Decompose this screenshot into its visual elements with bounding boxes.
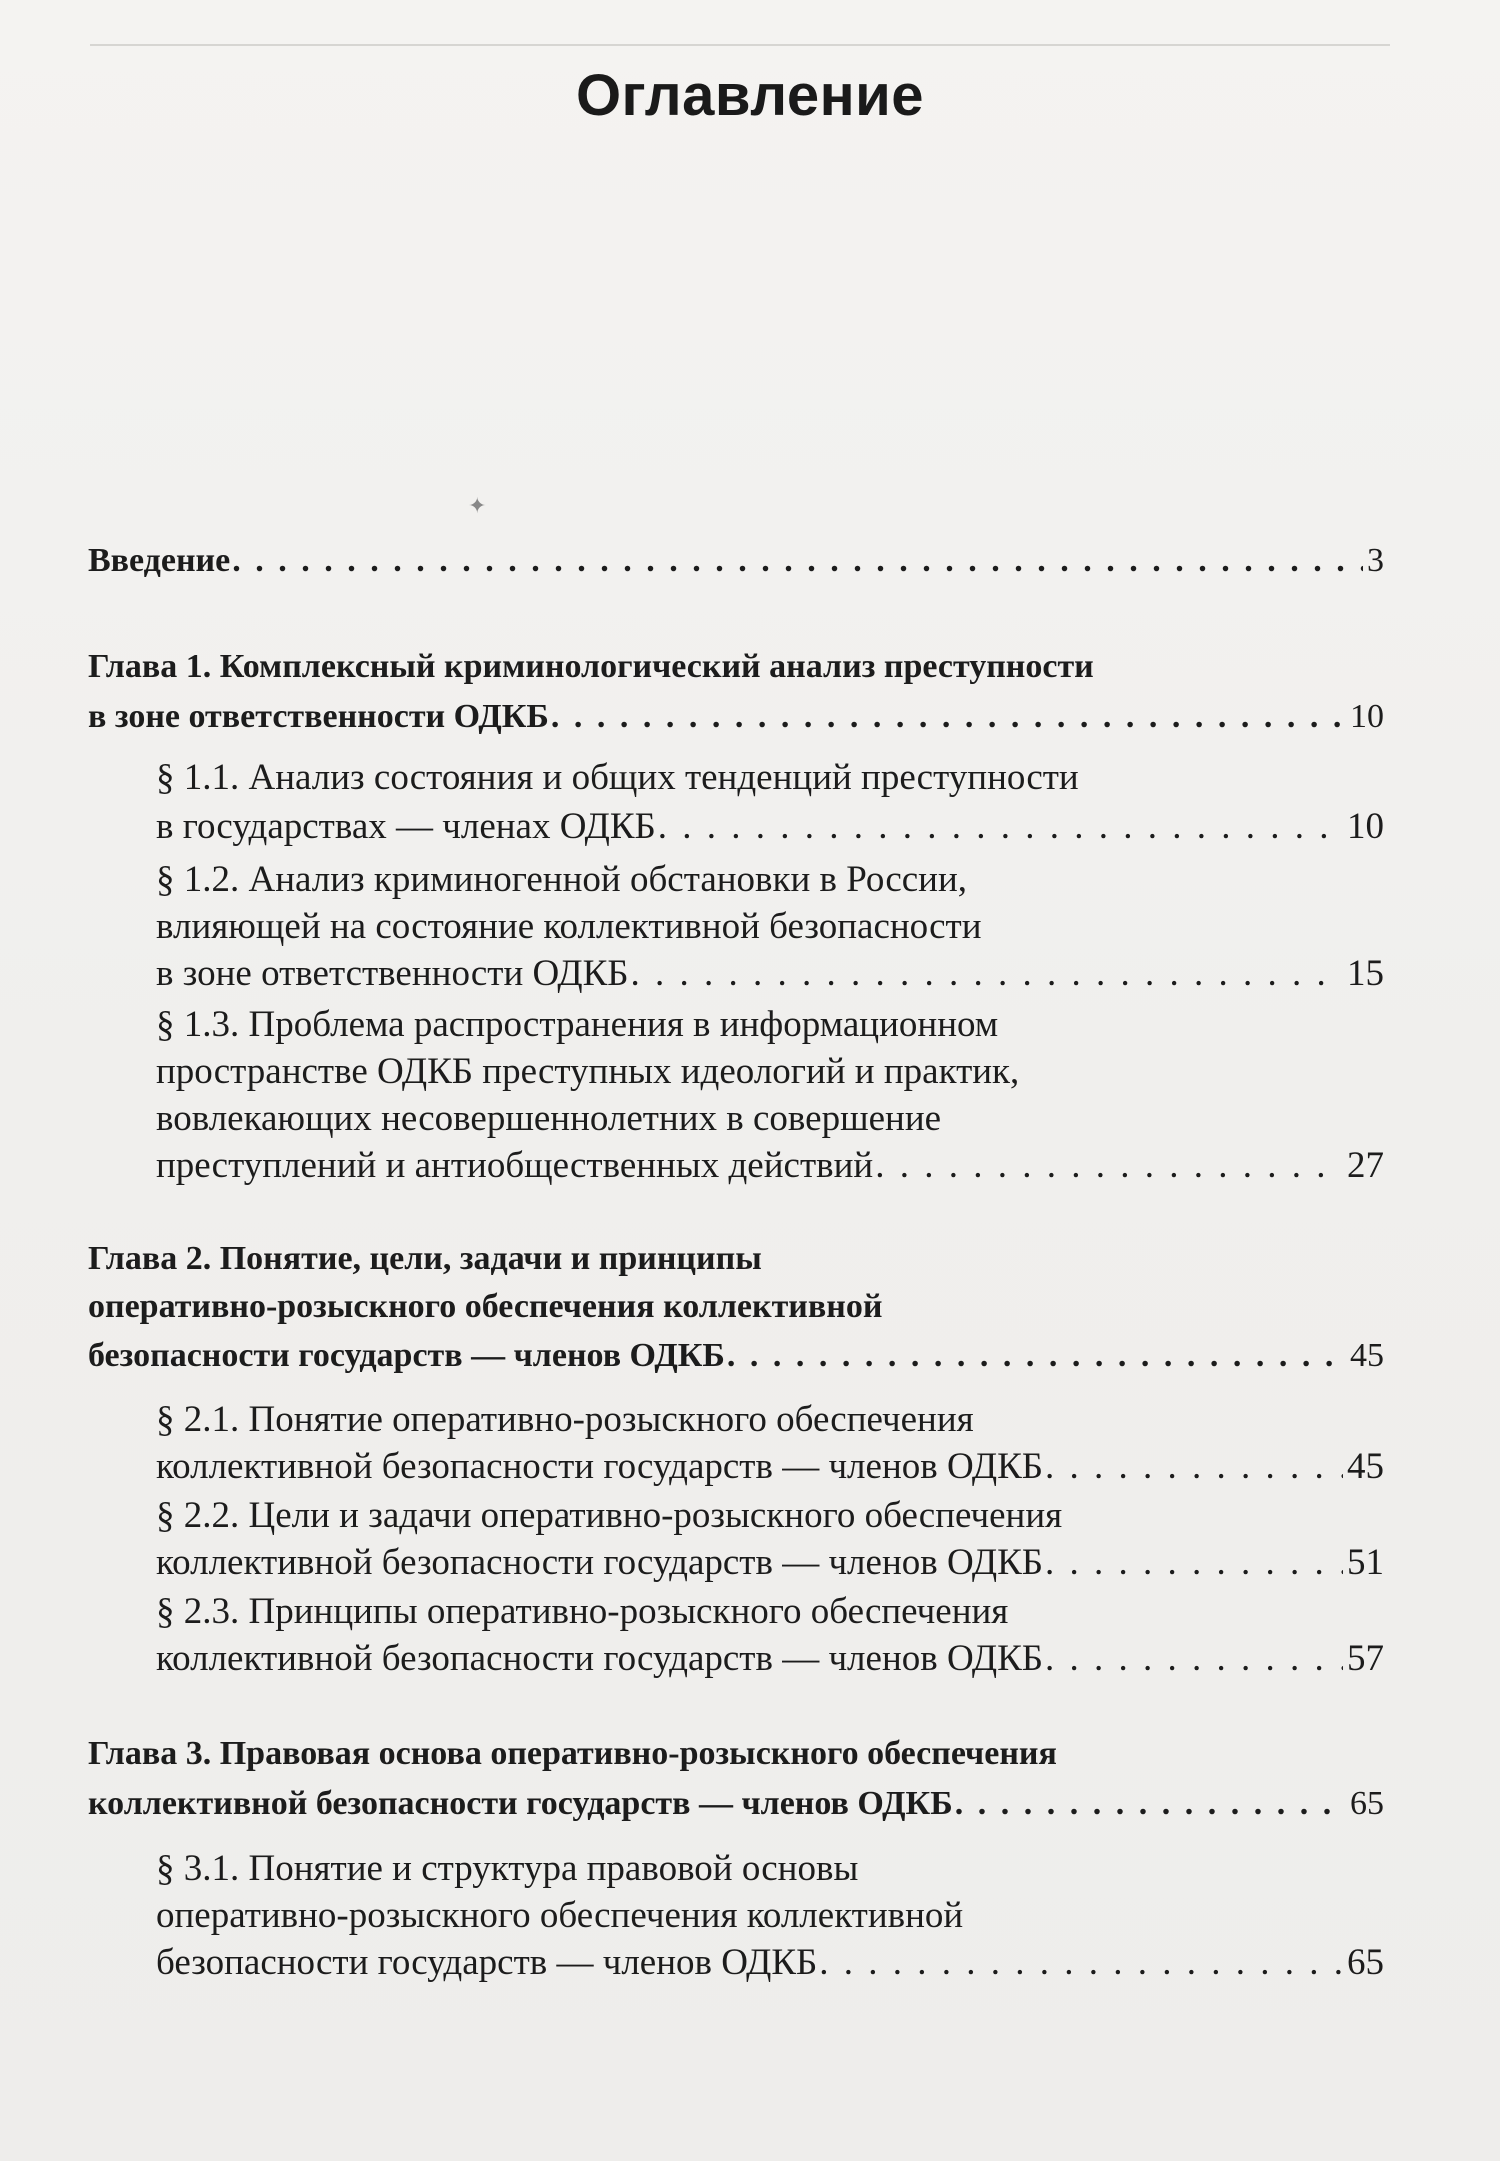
leader-dots xyxy=(1045,1541,1343,1584)
leader-dots xyxy=(727,1337,1346,1375)
toc-section-2-1-line: § 2.1. Понятие оперативно-розыскного обеспечения xyxy=(156,1399,974,1440)
toc-entry-title: безопасности государств — членов ОДКБ xyxy=(88,1337,725,1374)
toc-entry-section-2-2[interactable] xyxy=(156,1541,1384,1589)
toc-entry-page: 15 xyxy=(1347,953,1384,994)
toc-entry-section-1-1[interactable] xyxy=(156,805,1384,853)
toc-section-3-1-line: оперативно-розыскного обеспечения коллективной xyxy=(156,1895,964,1936)
toc-chapter-3-line: Глава 3. Правовая основа оперативно-розыскного обеспечения xyxy=(88,1735,1057,1772)
toc-entry-page: 51 xyxy=(1347,1542,1384,1583)
toc-section-1-3-line: § 1.3. Проблема распространения в информационном xyxy=(156,1004,999,1045)
toc-entry-title: безопасности государств — членов ОДКБ xyxy=(156,1942,818,1983)
leader-dots xyxy=(658,805,1343,848)
toc-entry-page: 45 xyxy=(1350,1337,1384,1374)
toc-entry-section-1-3[interactable] xyxy=(156,1144,1384,1192)
toc-section-2-3-line: § 2.3. Принципы оперативно-розыскного обеспечения xyxy=(156,1591,1009,1632)
leader-dots xyxy=(631,952,1343,995)
toc-entry-chapter-1[interactable] xyxy=(88,698,1384,746)
toc-entry-page: 10 xyxy=(1347,806,1384,847)
toc-chapter-1-line: Глава 1. Комплексный криминологический анализ преступности xyxy=(88,648,1094,685)
toc-entry-section-3-1[interactable] xyxy=(156,1941,1384,1989)
toc-entry-page: 45 xyxy=(1347,1446,1384,1487)
toc-entry-page: 27 xyxy=(1347,1145,1384,1186)
toc-entry-title: коллективной безопасности государств — членов ОДКБ xyxy=(88,1785,953,1822)
toc-entry-page: 10 xyxy=(1350,698,1384,735)
print-mark-icon: ✦ xyxy=(468,494,487,519)
leader-dots xyxy=(819,1941,1343,1984)
toc-chapter-2-line: оперативно-розыскного обеспечения коллективной xyxy=(88,1288,883,1325)
toc-entry-title: коллективной безопасности государств — членов ОДКБ xyxy=(156,1542,1044,1583)
page-title: Оглавление xyxy=(575,63,925,128)
header-rule xyxy=(90,44,1390,46)
leader-dots xyxy=(551,698,1346,736)
toc-entry-section-1-2[interactable] xyxy=(156,952,1384,1000)
toc-entry-title: преступлений и антиобщественных действий xyxy=(156,1145,874,1186)
leader-dots xyxy=(232,542,1363,580)
leader-dots xyxy=(1045,1445,1343,1488)
toc-entry-title: коллективной безопасности государств — членов ОДКБ xyxy=(156,1446,1044,1487)
toc-entry-intro[interactable] xyxy=(88,542,1384,590)
toc-section-1-2-line: § 1.2. Анализ криминогенной обстановки в России, xyxy=(156,859,968,900)
toc-entry-title: Введение xyxy=(88,542,231,579)
toc-entry-title: коллективной безопасности государств — членов ОДКБ xyxy=(156,1638,1044,1679)
leader-dots xyxy=(1045,1637,1343,1680)
toc-section-3-1-line: § 3.1. Понятие и структура правовой основы xyxy=(156,1848,859,1889)
toc-entry-chapter-2[interactable] xyxy=(88,1337,1384,1385)
toc-entry-title: в зоне ответственности ОДКБ xyxy=(88,698,549,735)
toc-chapter-2-line: Глава 2. Понятие, цели, задачи и принципы xyxy=(88,1240,762,1277)
toc-entry-page: 57 xyxy=(1347,1638,1384,1679)
toc-entry-page: 65 xyxy=(1347,1942,1384,1983)
leader-dots xyxy=(955,1785,1346,1823)
toc-entry-title: в государствах — членах ОДКБ xyxy=(156,806,656,847)
toc-entry-section-2-3[interactable] xyxy=(156,1637,1384,1685)
toc-section-1-3-line: вовлекающих несовершеннолетних в совершение xyxy=(156,1098,942,1139)
toc-section-2-2-line: § 2.2. Цели и задачи оперативно-розыскного обеспечения xyxy=(156,1495,1063,1536)
toc-entry-chapter-3[interactable] xyxy=(88,1785,1384,1833)
leader-dots xyxy=(875,1144,1343,1187)
toc-entry-page: 65 xyxy=(1350,1785,1384,1822)
toc-entry-page: 3 xyxy=(1367,542,1384,579)
toc-entry-section-2-1[interactable] xyxy=(156,1445,1384,1493)
toc-entry-title: в зоне ответственности ОДКБ xyxy=(156,953,629,994)
toc-section-1-1-line: § 1.1. Анализ состояния и общих тенденций преступности xyxy=(156,757,1079,798)
toc-section-1-2-line: влияющей на состояние коллективной безопасности xyxy=(156,906,982,947)
toc-section-1-3-line: пространстве ОДКБ преступных идеологий и практик, xyxy=(156,1051,1020,1092)
